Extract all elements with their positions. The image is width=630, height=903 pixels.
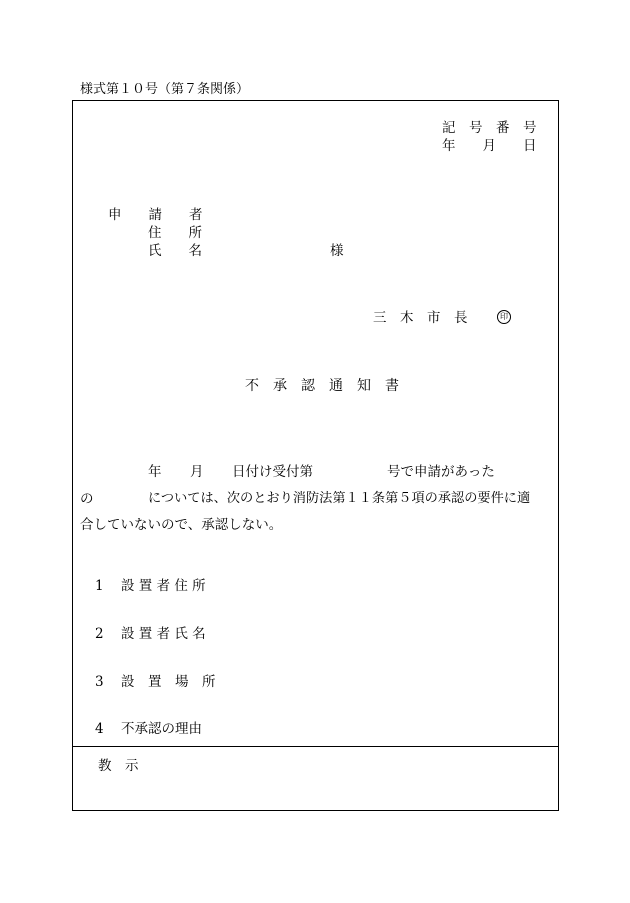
item-label: 設 置 場 所 [121, 674, 216, 690]
date-label: 年 月 日 [442, 138, 537, 154]
address-label: 住 所 [148, 225, 202, 241]
body-month: 月 [190, 464, 204, 480]
item-number: 1 [95, 578, 104, 594]
seal-stamp: 印 [497, 310, 511, 324]
document-title: 不 承 認 通 知 書 [245, 378, 399, 394]
applicant-label: 申 請 者 [108, 207, 203, 223]
record-number-label: 記 号 番 号 [442, 120, 537, 136]
item-label: 設 置 者 住 所 [121, 578, 206, 594]
name-label: 氏 名 [148, 243, 202, 259]
body-applied: 号で申請があった [387, 464, 495, 480]
body-year: 年 [148, 464, 162, 480]
form-number: 様式第１０号（第７条関係） [80, 82, 250, 97]
body-received: 日付け受付第 [232, 464, 313, 480]
body-line2: については、次のとおり消防法第１１条第５項の承認の要件に適 [148, 491, 531, 506]
honorific: 様 [330, 243, 344, 259]
issuer-name: 三 木 市 長 [373, 310, 468, 326]
item-number: 3 [95, 674, 104, 690]
instruction-label: 教 示 [98, 758, 139, 774]
item-number: 4 [95, 721, 104, 737]
body-line3: 合していないので、承認しない。 [80, 517, 283, 533]
item-number: 2 [95, 626, 104, 642]
item-label: 不承認の理由 [121, 721, 202, 737]
body-no: の [80, 491, 94, 507]
instruction-divider [73, 746, 558, 747]
item-label: 設 置 者 氏 名 [121, 626, 206, 642]
